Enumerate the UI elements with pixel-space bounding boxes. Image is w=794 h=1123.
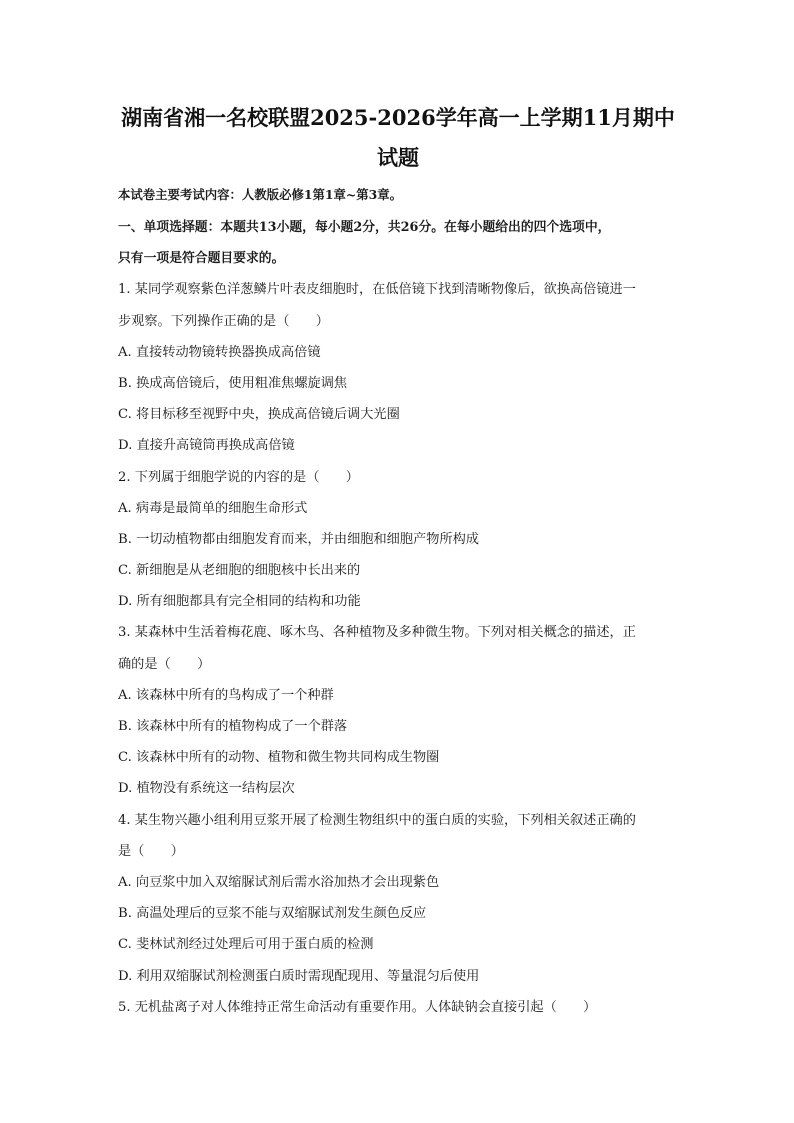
option-a: A. 病毒是最简单的细胞生命形式	[118, 500, 308, 516]
option-c: C. 斐林试剂经过处理后可用于蛋白质的检测	[118, 937, 374, 953]
question-stem-line-1: 4. 某生物兴趣小组利用豆浆开展了检测生物组织中的蛋白质的实验，下列相关叙述正确的	[118, 812, 636, 828]
question-stem-line-1: 1. 某同学观察紫色洋葱鳞片叶表皮细胞时，在低倍镜下找到清晰物像后，欲换高倍镜进一	[118, 282, 636, 298]
option-b: B. 高温处理后的豆浆不能与双缩脲试剂发生颜色反应	[118, 906, 427, 922]
option-a: A. 该森林中所有的鸟构成了一个种群	[118, 687, 334, 703]
question-stem-line-1: 2. 下列属于细胞学说的内容的是（ ）	[118, 469, 359, 485]
question-stem-line-2: 步观察。下列操作正确的是（ ）	[118, 313, 329, 329]
document-title-line-1: 湖南省湘一名校联盟2025-2026学年高一上学期11月期中	[121, 105, 675, 130]
option-a: A. 直接转动物镜转换器换成高倍镜	[118, 344, 321, 360]
exam-scope: 本试卷主要考试内容：人教版必修1第1章~第3章。	[118, 187, 403, 202]
question-stem-line-1: 3. 某森林中生活着梅花鹿、啄木鸟、各种植物及多种微生物。下列对相关概念的描述，正	[118, 625, 636, 641]
option-d: D. 直接升高镜筒再换成高倍镜	[118, 438, 295, 454]
option-c: C. 将目标移至视野中央，换成高倍镜后调大光圈	[118, 407, 400, 423]
question-5	[118, 992, 678, 1023]
option-c: C. 该森林中所有的动物、植物和微生物共同构成生物圈	[118, 750, 440, 766]
question-stem-line-2: 确的是（ ）	[118, 656, 211, 672]
question-1	[118, 274, 678, 461]
option-a: A. 向豆浆中加入双缩脲试剂后需水浴加热才会出现紫色	[118, 874, 440, 890]
option-b: B. 一切动植物都由细胞发育而来，并由细胞和细胞产物所构成	[118, 531, 479, 547]
option-d: D. 所有细胞都具有完全相同的结构和功能	[118, 594, 361, 610]
section-heading-line-2: 只有一项是符合题目要求的。	[118, 251, 285, 267]
question-stem-line-2: 是（ ）	[118, 843, 184, 859]
section-heading-line-1: 一、单项选择题：本题共13小题，每小题2分，共26分。在每小题给出的四个选项中，	[118, 220, 611, 235]
option-d: D. 利用双缩脲试剂检测蛋白质时需现配现用、等量混匀后使用	[118, 968, 480, 984]
question-4	[118, 805, 678, 992]
question-3	[118, 617, 678, 804]
option-c: C. 新细胞是从老细胞的细胞核中长出来的	[118, 563, 361, 579]
document-title-line-2: 试题	[377, 145, 419, 170]
document-body	[118, 178, 678, 1023]
question-stem-line-1: 5. 无机盐离子对人体维持正常生命活动有重要作用。人体缺钠会直接引起（ ）	[118, 999, 597, 1015]
option-b: B. 该森林中所有的植物构成了一个群落	[118, 719, 348, 734]
question-2	[118, 462, 678, 618]
option-b: B. 换成高倍镜后，使用粗准焦螺旋调焦	[118, 375, 348, 391]
option-d: D. 植物没有系统这一结构层次	[118, 781, 295, 797]
